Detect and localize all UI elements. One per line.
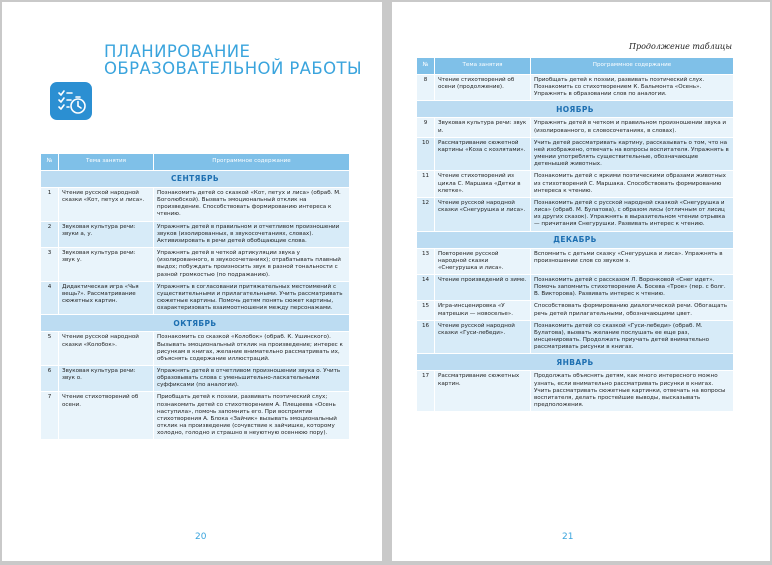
lesson-topic: Чтение русской народной сказки «Колобок». xyxy=(59,332,154,366)
column-header: Программное содержание xyxy=(154,154,350,171)
title-line-1: ПЛАНИРОВАНИЕ xyxy=(104,42,251,61)
table-row xyxy=(417,137,734,171)
lesson-number: 9 xyxy=(417,118,435,137)
table-row xyxy=(41,332,350,366)
lesson-number: 13 xyxy=(417,248,435,274)
column-header: Программное содержание xyxy=(531,58,734,75)
table-row xyxy=(41,281,350,315)
lesson-content: Учить детей рассматривать картину, рассказывать о том, что на ней изображено, отвечать на вопросы воспитателя. Упражнять в умении употреблять существительные, обозначающие детенышей животных. xyxy=(531,137,734,171)
table-row xyxy=(417,274,734,300)
column-header: Тема занятия xyxy=(435,58,531,75)
lesson-content: Вспомнить с детьми сказку «Снегурушка и лиса». Упражнять в произношении слов со звуком э. xyxy=(531,248,734,274)
lesson-topic: Чтение стихотворений из цикла С. Маршака «Детки в клетке». xyxy=(435,171,531,197)
lesson-topic: Звуковая культура речи: звук и. xyxy=(435,118,531,137)
lesson-number: 14 xyxy=(417,274,435,300)
lesson-content: Упражнять детей в отчетливом произношении звука о. Учить образовывать слова с уменьшительно-ласкательными суффиксами (по аналогии). xyxy=(154,365,350,391)
month-label: ЯНВАРЬ xyxy=(417,354,734,371)
lesson-content: Познакомить со сказкой «Колобок» (обраб. К. Ушинского). Вызывать эмоциональный отклик на произведение; интерес к рисункам в книгах, желание внимательно рассматривать их, объяснять содержание иллюстраций. xyxy=(154,332,350,366)
lesson-number: 2 xyxy=(41,221,59,247)
table-row xyxy=(41,188,350,222)
lesson-plan-table xyxy=(40,153,350,440)
table-row xyxy=(417,371,734,412)
lesson-content: Приобщать детей к поэзии, развивать поэтический слух; познакомить детей со стихотворением А. Плещеева «Осень наступила», помочь запомнить его. При восприятии стихотворения А. Блока «Зайчик» вызывать эмоциональный отклик на произведение (сочувствие к зайчишке, которому холодно, голодно и страшно в неуютную осеннюю пору). xyxy=(154,392,350,440)
lesson-content: Упражнять в согласовании притяжательных местоимений с существительными и прилагательными. Учить рассматривать сюжетные картины. Помочь детям понять сюжет картины, охарактеризовать взаимоотношения между персонажами. xyxy=(154,281,350,315)
table-row xyxy=(417,75,734,101)
column-header: Тема занятия xyxy=(59,154,154,171)
right-page xyxy=(392,2,770,561)
month-label: ОКТЯБРЬ xyxy=(41,315,350,332)
month-label: СЕНТЯБРЬ xyxy=(41,171,350,188)
lesson-content: Познакомить детей со сказкой «Кот, петух и лиса» (обраб. М. Боголюбской). Вызвать эмоциональный отклик на произведение. Способствовать формированию интереса к чтению. xyxy=(154,188,350,222)
table-row xyxy=(417,197,734,231)
table-row xyxy=(417,118,734,137)
lesson-topic: Звуковая культура речи: звук у. xyxy=(59,248,154,282)
lesson-topic: Звуковая культура речи: звук о. xyxy=(59,365,154,391)
table-header-row xyxy=(41,154,350,171)
lesson-topic: Чтение стихотворений об осени (продолжение). xyxy=(435,75,531,101)
lesson-number: 7 xyxy=(41,392,59,440)
lesson-number: 16 xyxy=(417,320,435,354)
lesson-content: Упражнять детей в правильном и отчетливом произношении звуков (изолированных, в звукосочетаниях, словах). Активизировать в речи детей обобщающие слова. xyxy=(154,221,350,247)
lesson-content: Продолжать объяснять детям, как много интересного можно узнать, если внимательно рассматривать рисунки в книгах. Учить рассматривать сюжетные картинки, отвечать на вопросы воспитателя, делать простейшие выводы, высказывать предположения. xyxy=(531,371,734,412)
title-line-2: ОБРАЗОВАТЕЛЬНОЙ РАБОТЫ xyxy=(104,59,362,78)
page-title xyxy=(104,43,362,77)
planning-checklist-stopwatch-icon xyxy=(50,82,92,120)
lesson-topic: Звуковая культура речи: звуки а, у. xyxy=(59,221,154,247)
page-number: 20 xyxy=(195,532,207,542)
table-row xyxy=(41,248,350,282)
column-header: № xyxy=(417,58,435,75)
lesson-content: Упражнять детей в четкой артикуляции звука у (изолированного, в звукосочетаниях); отрабатывать плавный выдох; побуждать произносить звук в разной тональности с разной громкостью (по подражанию). xyxy=(154,248,350,282)
lesson-number: 12 xyxy=(417,197,435,231)
lesson-topic: Чтение произведений о зиме. xyxy=(435,274,531,300)
lesson-topic: Рассматривание сюжетной картины «Коза с козлятами». xyxy=(435,137,531,171)
lesson-content: Познакомить детей со сказкой «Гуси-лебеди» (обраб. М. Булатова), вызвать желание послушать ее еще раз, инсценировать. Продолжать приучать детей внимательно рассматривать рисунки в книгах. xyxy=(531,320,734,354)
column-header: № xyxy=(41,154,59,171)
lesson-topic: Чтение русской народной сказки «Кот, петух и лиса». xyxy=(59,188,154,222)
lesson-topic: Повторение русской народной сказки «Снегурушка и лиса». xyxy=(435,248,531,274)
lesson-plan-table-continued xyxy=(416,57,734,412)
table-row xyxy=(417,248,734,274)
lesson-number: 3 xyxy=(41,248,59,282)
lesson-content: Познакомить детей с яркими поэтическими образами животных из стихотворений С. Маршака. Способствовать формированию интереса к чтению. xyxy=(531,171,734,197)
lesson-topic: Дидактическая игра «Чья вещь?». Рассматривание сюжетных картин. xyxy=(59,281,154,315)
lesson-number: 6 xyxy=(41,365,59,391)
continuation-label: Продолжение таблицы xyxy=(628,42,732,51)
lesson-number: 15 xyxy=(417,301,435,320)
table-row xyxy=(417,320,734,354)
lesson-content: Упражнять детей в четком и правильном произношении звука и (изолированного, в словосочетаниях, в словах). xyxy=(531,118,734,137)
lesson-number: 11 xyxy=(417,171,435,197)
lesson-topic: Игра-инсценировка «У матрешки — новоселье». xyxy=(435,301,531,320)
lesson-topic: Чтение стихотворений об осени. xyxy=(59,392,154,440)
month-label: НОЯБРЬ xyxy=(417,101,734,118)
lesson-number: 10 xyxy=(417,137,435,171)
month-row xyxy=(417,354,734,371)
table-row xyxy=(417,301,734,320)
lesson-topic: Чтение русской народной сказки «Снегурушка и лиса». xyxy=(435,197,531,231)
lesson-number: 8 xyxy=(417,75,435,101)
table-header-row xyxy=(417,58,734,75)
month-row xyxy=(417,231,734,248)
table-row xyxy=(41,392,350,440)
month-label: ДЕКАБРЬ xyxy=(417,231,734,248)
lesson-topic: Рассматривание сюжетных картин. xyxy=(435,371,531,412)
month-row xyxy=(417,101,734,118)
lesson-content: Способствовать формированию диалогической речи. Обогащать речь детей прилагательными, обозначающими цвет. xyxy=(531,301,734,320)
lesson-number: 4 xyxy=(41,281,59,315)
lesson-topic: Чтение русской народной сказки «Гуси-лебеди». xyxy=(435,320,531,354)
lesson-number: 17 xyxy=(417,371,435,412)
table-row xyxy=(41,365,350,391)
page-number: 21 xyxy=(562,532,574,542)
lesson-number: 5 xyxy=(41,332,59,366)
month-row xyxy=(41,171,350,188)
table-row xyxy=(417,171,734,197)
left-page xyxy=(2,2,382,561)
lesson-content: Приобщать детей к поэзии, развивать поэтический слух. Познакомить со стихотворением К. Бальмонта «Осень». Упражнять в образовании слов по аналогии. xyxy=(531,75,734,101)
lesson-content: Познакомить детей с рассказом Л. Воронковой «Снег идет». Помочь запомнить стихотворение А. Босева «Трое» (пер. с болг. В. Викторова). Развивать интерес к чтению. xyxy=(531,274,734,300)
month-row xyxy=(41,315,350,332)
table-row xyxy=(41,221,350,247)
lesson-number: 1 xyxy=(41,188,59,222)
lesson-content: Познакомить детей с русской народной сказкой «Снегурушка и лиса» (обраб. М. Булатова), с образом лисы (отличным от лисиц из других сказок). Упражнять в выразительном чтении отрывка — причитания Снегурушки. Развивать интерес к чтению. xyxy=(531,197,734,231)
